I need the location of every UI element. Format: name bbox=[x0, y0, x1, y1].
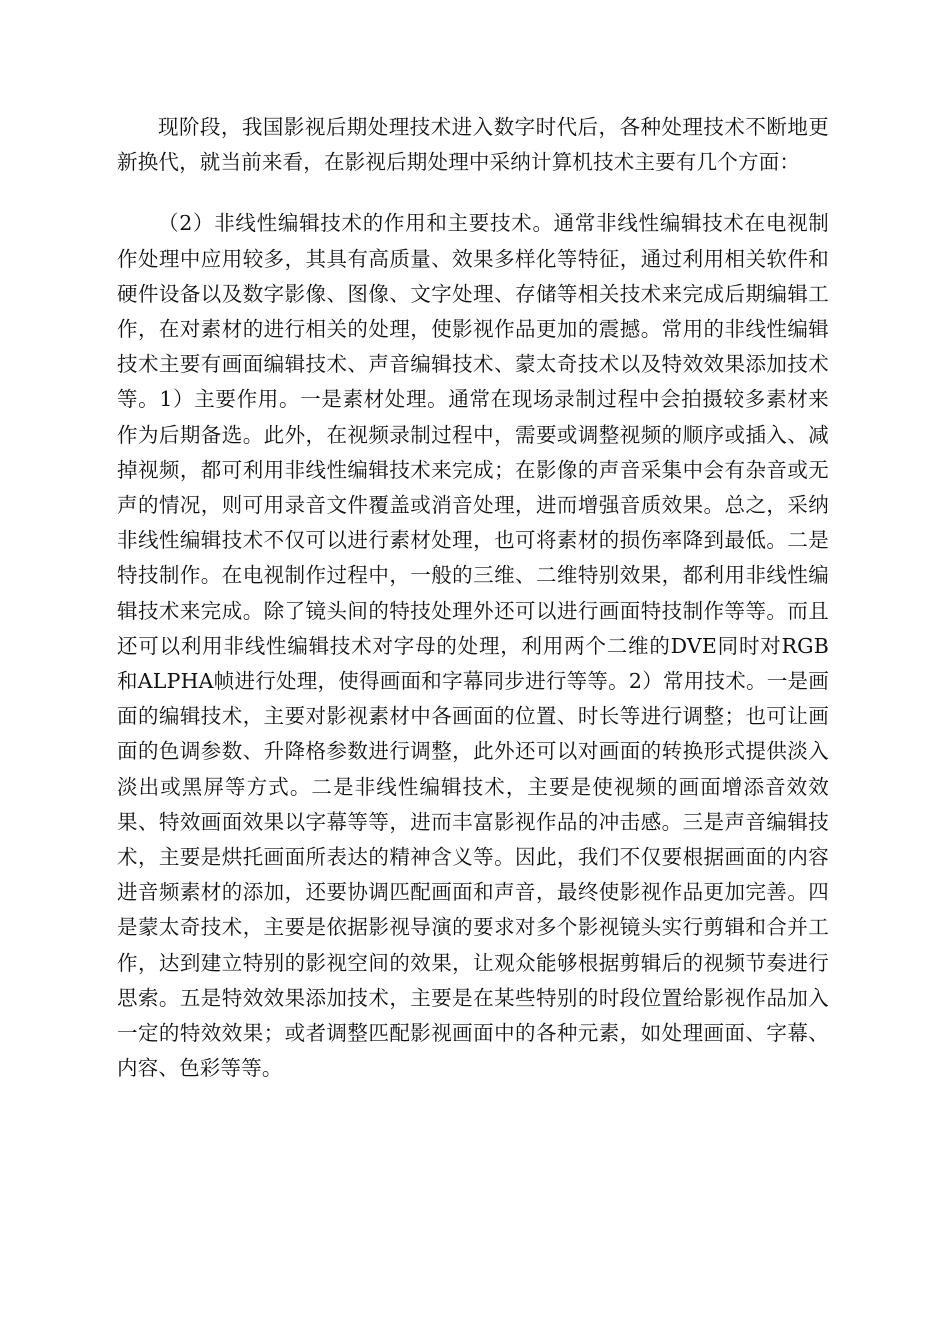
document-page bbox=[117, 110, 829, 1086]
paragraph-nonlinear-editing: （2）非线性编辑技术的作用和主要技术。通常非线性编辑技术在电视制作处理中应用较多，其具有高质量、效果多样化等特征，通过利用相关软件和硬件设备以及数字影像、图像、文字处理、存储等相关技术来完成后期编辑工作，在对素材的进行相关的处理，使影视作品更加的震撼。常用的非线性编辑技术主要有画面编辑技术、声音编辑技术、蒙太奇技术以及特效效果添加技术等。1）主要作用。一是素材处理。通常在现场录制过程中会拍摄较多素材来作为后期备选。此外，在视频录制过程中，需要或调整视频的顺序或插入、减掉视频，都可利用非线性编辑技术来完成；在影像的声音采集中会有杂音或无声的情况，则可用录音文件覆盖或消音处理，进而增强音质效果。总之，采纳非线性编辑技术不仅可以进行素材处理，也可将素材的损伤率降到最低。二是特技制作。在电视制作过程中，一般的三维、二维特别效果，都利用非线性编辑技术来完成。除了镜头间的特技处理外还可以进行画面特技制作等等。而且还可以利用非线性编辑技术对字母的处理，利用两个二维的DVE同时对RGB和ALPHA帧进行处理，使得画面和字幕同步进行等等。2）常用技术。一是画面的编辑技术，主要对影视素材中各画面的位置、时长等进行调整；也可让画面的色调参数、升降格参数进行调整，此外还可以对画面的转换形式提供淡入淡出或黑屏等方式。二是非线性编辑技术，主要是使视频的画面增添音效效果、特效画面效果以字幕等等，进而丰富影视作品的冲击感。三是声音编辑技术，主要是烘托画面所表达的精神含义等。因此，我们不仅要根据画面的内容进音频素材的添加，还要协调匹配画面和声音，最终使影视作品更加完善。四是蒙太奇技术，主要是依据影视导演的要求对多个影视镜头实行剪辑和合并工作，达到建立特别的影视空间的效果，让观众能够根据剪辑后的视频节奏进行思索。五是特效效果添加技术，主要是在某些特别的时段位置给影视作品加入一定的特效效果；或者调整匹配影视画面中的各种元素，如处理画面、字幕、内容、色彩等等。 bbox=[117, 211, 829, 1081]
paragraph-intro: 现阶段，我国影视后期处理技术进入数字时代后，各种处理技术不断地更新换代，就当前来看，在影视后期处理中采纳计算机技术主要有几个方面： bbox=[117, 115, 829, 175]
